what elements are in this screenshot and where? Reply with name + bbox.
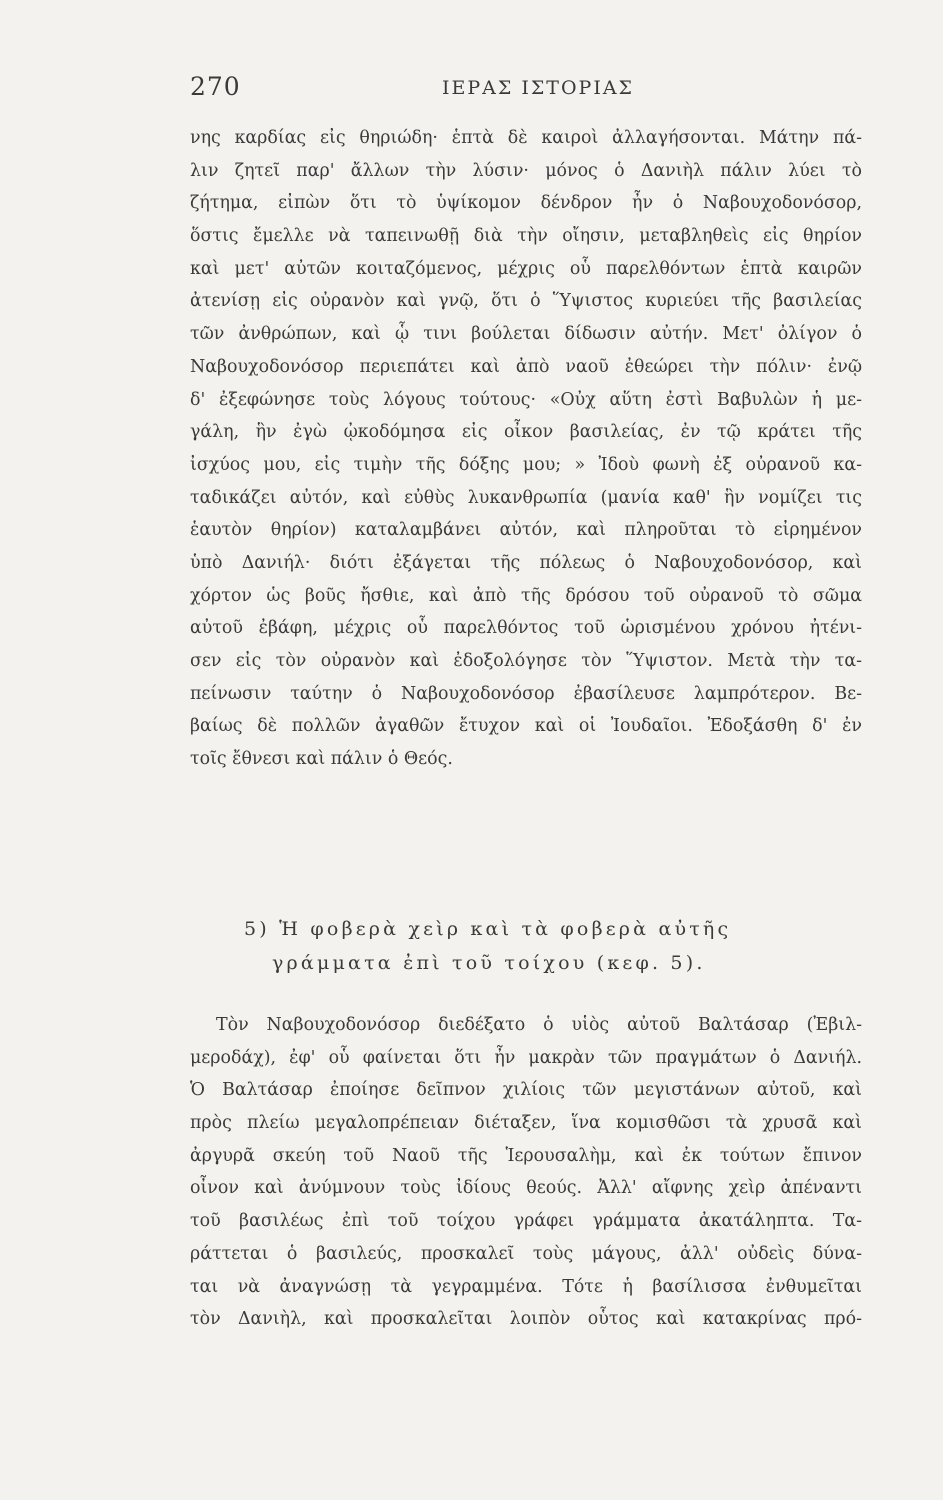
page-header (190, 72, 860, 108)
text-line: σεν εἰς τὸν οὐρανὸν καὶ ἐδοξολόγησε τὸν Ὕψιστον. Μετὰ τὴν τα- (190, 651, 862, 671)
text-line: γάλη, ἣν ἐγὼ ᾠκοδόμησα εἰς οἶκον βασιλείας, ἐν τῷ κράτει τῆς (190, 422, 862, 443)
text-line: τοῖς ἔθνεσι καὶ πάλιν ὁ Θεός. (190, 749, 453, 770)
page-number: 270 (190, 72, 241, 101)
text-line: ὅστις ἔμελλε νὰ ταπεινωθῇ διὰ τὴν οἴησιν, μεταβληθεὶς εἰς θηρίον (190, 226, 862, 247)
text-line: τὸν Δανιὴλ, καὶ προσκαλεῖται λοιπὸν οὗτος καὶ κατακρίνας πρό- (190, 1309, 862, 1330)
top-paragraph (190, 122, 862, 776)
text-line: τῶν ἀνθρώπων, καὶ ᾧ τινι βούλεται δίδωσιν αὐτήν. Μετ' ὀλίγον ὁ (190, 324, 862, 345)
text-line: ταδικάζει αὐτόν, καὶ εὐθὺς λυκανθρωπία (μανία καθ' ἣν νομίζει τις (190, 487, 862, 508)
text-line: ται νὰ ἀναγνώσῃ τὰ γεγραμμένα. Τότε ἡ βασίλισσα ἐνθυμεῖται (190, 1276, 862, 1297)
text-line: ὑπὸ Δανιήλ· διότι ἐξάγεται τῆς πόλεως ὁ Ναβουχοδονόσορ, καὶ (190, 552, 862, 573)
section-heading (190, 912, 862, 980)
text-line: τοῦ βασιλέως ἐπὶ τοῦ τοίχου γράφει γράμματα ἀκατάληπτα. Τα- (190, 1211, 862, 1232)
text-line: καὶ μετ' αὐτῶν κοιταζόμενος, μέχρις οὗ παρελθόντων ἑπτὰ καιρῶν (190, 258, 862, 279)
text-line: βαίως δὲ πολλῶν ἀγαθῶν ἔτυχον καὶ οἱ Ἰουδαῖοι. Ἐδοξάσθη δ' ἐν (190, 716, 862, 737)
section-heading-line-1: 5) Ἡ φοβερὰ χεὶρ καὶ τὰ φοβερὰ αὐτῆς (244, 918, 732, 940)
text-line: Τὸν Ναβουχοδονόσορ διεδέξατο ὁ υἱὸς αὐτοῦ Βαλτάσαρ (Ἐβιλ- (216, 1015, 862, 1035)
text-line: μεροδάχ), ἐφ' οὗ φαίνεται ὅτι ἦν μακρὰν τῶν πραγμάτων ὁ Δανιήλ. (190, 1047, 862, 1068)
text-line: Ὁ Βαλτάσαρ ἐποίησε δεῖπνον χιλίοις τῶν μεγιστάνων αὐτοῦ, καὶ (190, 1080, 862, 1101)
text-line: χόρτον ὡς βοῦς ἤσθιε, καὶ ἀπὸ τῆς δρόσου τοῦ οὐρανοῦ τὸ σῶμα (190, 585, 862, 606)
bottom-paragraph (190, 1009, 862, 1336)
text-line: ἑαυτὸν θηρίον) καταλαμβάνει αὐτόν, καὶ πληροῦται τὸ εἰρημένον (190, 520, 862, 541)
text-line: ἀτενίσῃ εἰς οὐρανὸν καὶ γνῷ, ὅτι ὁ Ὕψιστος κυριεύει τῆς βασιλείας (190, 291, 862, 312)
text-line: Ναβουχοδονόσορ περιεπάτει καὶ ἀπὸ ναοῦ ἐθεώρει τὴν πόλιν· ἐνῷ (190, 356, 862, 377)
text-line: νης καρδίας εἰς θηριώδη· ἑπτὰ δὲ καιροὶ ἀλλαγήσονται. Μάτην πά- (190, 128, 862, 148)
text-line: ζήτημα, εἰπὼν ὅτι τὸ ὑψίκομον δένδρον ἦν ὁ Ναβουχοδονόσορ, (190, 193, 862, 214)
text-line: ράττεται ὁ βασιλεύς, προσκαλεῖ τοὺς μάγους, ἀλλ' οὐδεὶς δύνα- (190, 1243, 862, 1264)
text-line: λιν ζητεῖ παρ' ἄλλων τὴν λύσιν· μόνος ὁ Δανιὴλ πάλιν λύει τὸ (190, 160, 862, 181)
running-title: ΙΕΡΑΣ ΙΣΤΟΡΙΑΣ (442, 77, 634, 99)
text-line: δ' ἐξεφώνησε τοὺς λόγους τούτους· «Οὐχ αὕτη ἐστὶ Βαβυλὼν ἡ με- (190, 389, 862, 410)
text-line: ἰσχύος μου, εἰς τιμὴν τῆς δόξης μου; » Ἰδοὺ φωνὴ ἐξ οὐρανοῦ κα- (190, 454, 862, 475)
text-line: ἀργυρᾶ σκεύη τοῦ Ναοῦ τῆς Ἱερουσαλὴμ, καὶ ἐκ τούτων ἔπινον (190, 1145, 862, 1166)
section-heading-line-2: γράμματα ἐπὶ τοῦ τοίχου (κεφ. 5). (272, 952, 706, 974)
text-line: πείνωσιν ταύτην ὁ Ναβουχοδονόσορ ἐβασίλευσε λαμπρότερον. Βε- (190, 683, 862, 704)
text-line: οἶνον καὶ ἀνύμνουν τοὺς ἰδίους θεούς. Ἀλλ' αἴφνης χεὶρ ἀπέναντι (190, 1178, 862, 1199)
text-line: πρὸς πλείω μεγαλοπρέπειαν διέταξεν, ἵνα κομισθῶσι τὰ χρυσᾶ καὶ (190, 1113, 862, 1134)
text-line: αὐτοῦ ἐβάφη, μέχρις οὗ παρελθόντος τοῦ ὡρισμένου χρόνου ἠτένι- (190, 618, 862, 639)
